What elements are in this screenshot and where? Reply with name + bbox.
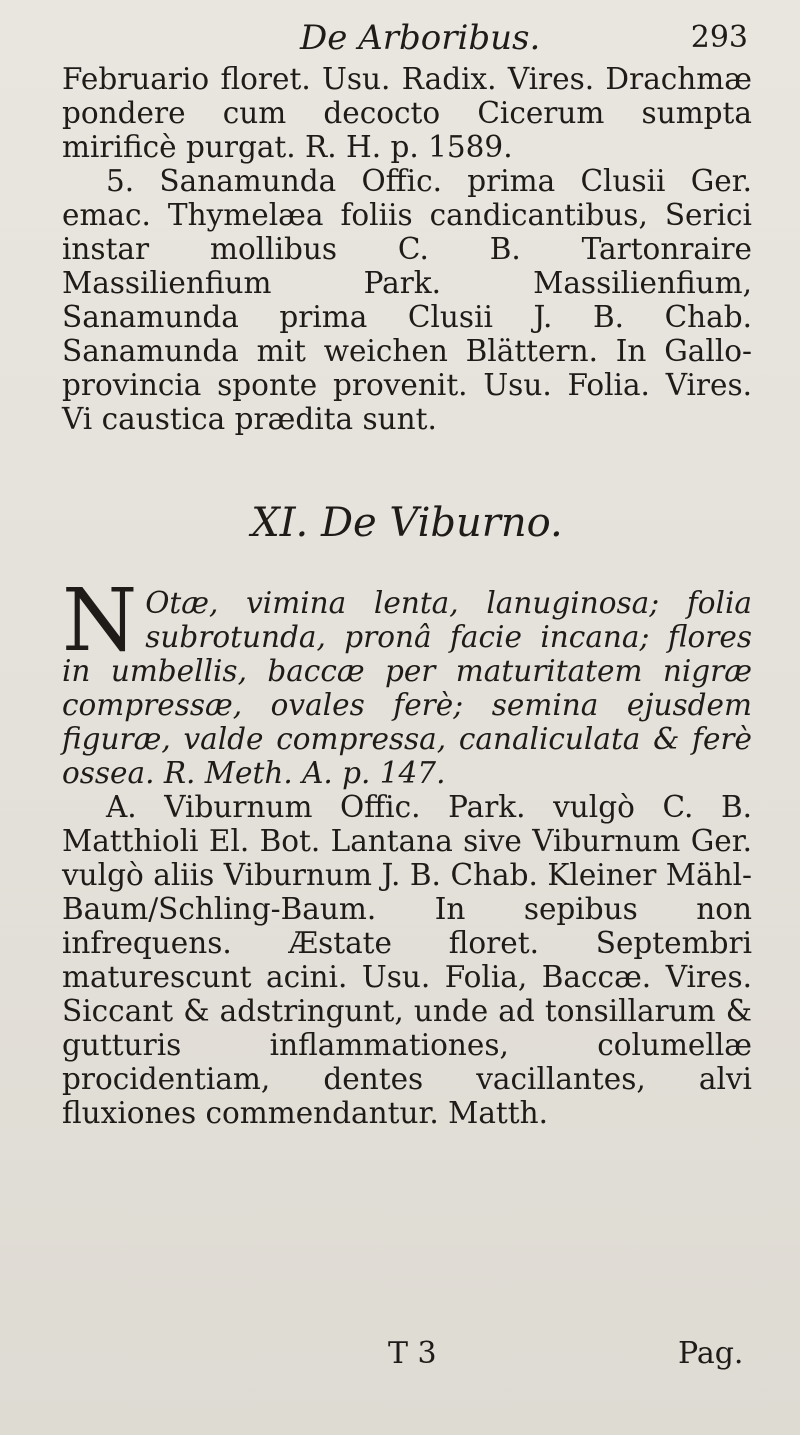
paragraph-februario: Februario floret. Usu. Radix. Vires. Drachmæ pondere cum decocto Cicerum sumpta mirificè purgat. R. H. p. 1589.	[62, 62, 752, 164]
page-header	[0, 8, 800, 64]
drop-cap: N	[62, 571, 138, 671]
page-footer	[0, 1336, 800, 1386]
body-text	[62, 62, 752, 1130]
notae-text: Otæ, vimina lenta, lanuginosa; folia subrotunda, pronâ facie incana; flores in umbellis, baccæ per maturitatem nigræ compressæ, ovales ferè; semina ejusdem figuræ, valde compressa, canaliculata & ferè ossea. R. Meth. A. p. 147.	[62, 586, 752, 790]
signature-mark: T 3	[388, 1336, 437, 1371]
catchword: Pag.	[678, 1336, 744, 1371]
notae-paragraph	[62, 571, 752, 790]
paragraph-sanamunda: 5. Sanamunda Offic. prima Clusii Ger. emac. Thymelæa foliis candicantibus, Serici instar mollibus C. B. Tartonraire Massilienfium Park. Massilienfium, Sanamunda prima Clusii J. B. Chab. Sanamunda mit weichen Blättern. In Gallo-provincia sponte provenit. Usu. Folia. Vires. Vi caustica prædita sunt.	[62, 164, 752, 436]
section-heading: XI. De Viburno.	[251, 500, 563, 546]
page-number: 293	[690, 20, 748, 55]
running-title: De Arboribus.	[300, 18, 541, 58]
paragraph-viburnum: A. Viburnum Offic. Park. vulgò C. B. Matthioli El. Bot. Lantana sive Viburnum Ger. vulgò aliis Viburnum J. B. Chab. Kleiner Mähl-Baum/Schling-Baum. In sepibus non infrequens. Æstate floret. Septembri maturescunt acini. Usu. Folia, Baccæ. Vires. Siccant & adstringunt, unde ad tonsillarum & gutturis inflammationes, columellæ procidentiam, dentes vacillantes, alvi fluxiones commendantur. Matth.	[62, 790, 752, 1130]
